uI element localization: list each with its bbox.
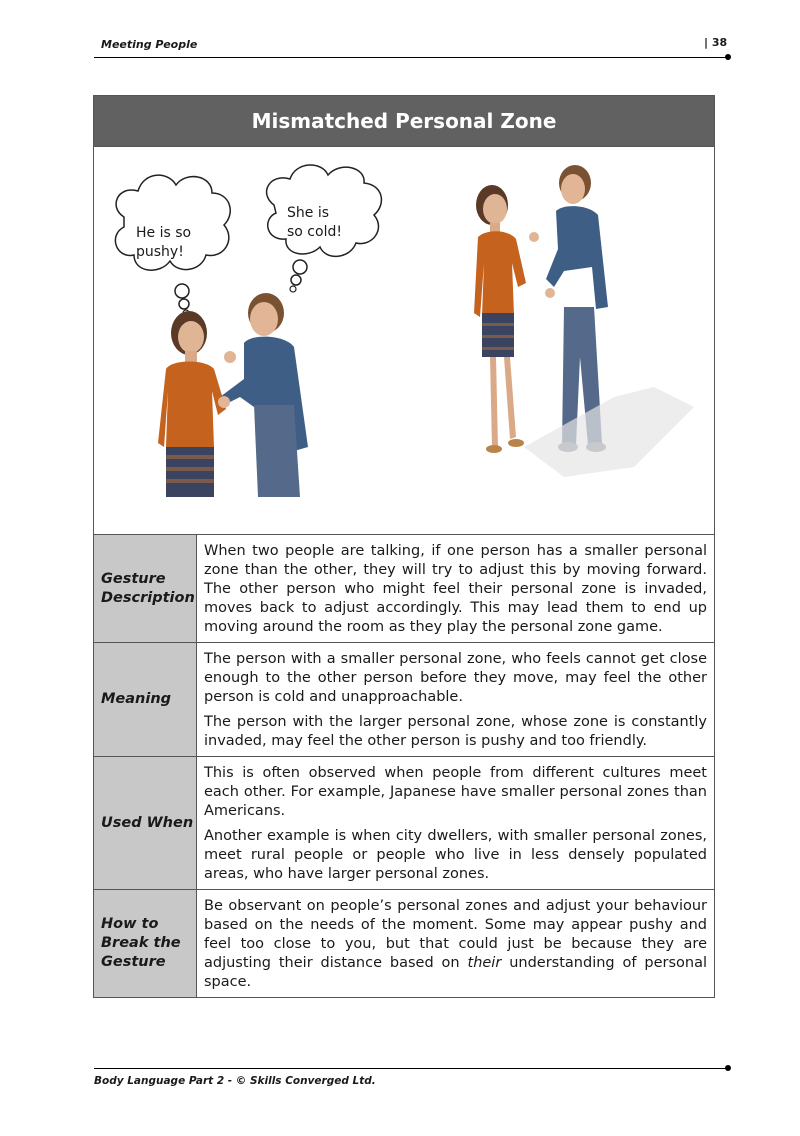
header-rule — [94, 57, 728, 58]
thought-bubble-left-line2: pushy! — [136, 244, 184, 260]
thought-bubble-left — [115, 175, 230, 316]
running-header-title: Meeting People — [101, 38, 198, 51]
thought-bubble-right — [267, 165, 382, 292]
people-illustration — [94, 147, 714, 534]
row-content-meaning — [197, 643, 714, 756]
header-rule-dot — [725, 54, 731, 60]
footer-rule — [94, 1068, 728, 1069]
row-label-how-to-break: How to Break the Gesture — [94, 890, 197, 997]
row-meaning — [94, 643, 714, 757]
row-content-how-to-break — [197, 890, 714, 997]
row-used-when — [94, 757, 714, 890]
row-content-gesture-description — [197, 535, 714, 642]
gesture-card — [93, 95, 715, 998]
footer-rule-dot — [725, 1065, 731, 1071]
woman-figure-right — [474, 185, 539, 453]
footer-copyright: Body Language Part 2 - © Skills Converged Ltd. — [94, 1075, 376, 1087]
page-number: | 38 — [704, 36, 728, 49]
illustration — [94, 147, 714, 535]
row-how-to-break — [94, 890, 714, 997]
paragraph: When two people are talking, if one person has a smaller personal zone than the other, they will try to adjust this by moving forward. The other person who might feel their personal zone is invaded, moves back to adjust accordingly. This may lead them to end up moving around the room as they play the personal zone game. — [204, 543, 707, 635]
paragraph: Be observant on people’s personal zones and adjust your behaviour based on the needs of the moment. Some may appear pushy and feel too close to you, but that could just be because they are adjusting their distance based on their understanding of personal space. — [204, 898, 708, 990]
paragraph: Another example is when city dwellers, with smaller personal zones, meet rural people or people who live in less densely populated areas, who have larger personal zones. — [204, 828, 707, 882]
paragraph: The person with the larger personal zone, whose zone is constantly invaded, may feel the other person is pushy and too friendly. — [204, 714, 707, 749]
row-gesture-description — [94, 535, 714, 643]
paragraph: The person with a smaller personal zone, who feels cannot get close enough to the other person before they move, may feel the other person is cold and unapproachable. — [204, 651, 707, 705]
row-label-used-when: Used When — [94, 757, 197, 889]
row-label-meaning: Meaning — [94, 643, 197, 756]
card-title: Mismatched Personal Zone — [94, 96, 714, 147]
man-figure-left — [218, 293, 308, 497]
thought-bubble-right-line2: so cold! — [287, 224, 342, 240]
thought-bubble-right-line1: She is — [287, 205, 330, 221]
row-label-gesture-description: Gesture Description — [94, 535, 197, 642]
thought-bubble-left-line1: He is so — [136, 225, 192, 241]
row-content-used-when — [197, 757, 714, 889]
paragraph: This is often observed when people from different cultures meet each other. For example, Japanese have smaller personal zones than Americans. — [204, 765, 707, 819]
